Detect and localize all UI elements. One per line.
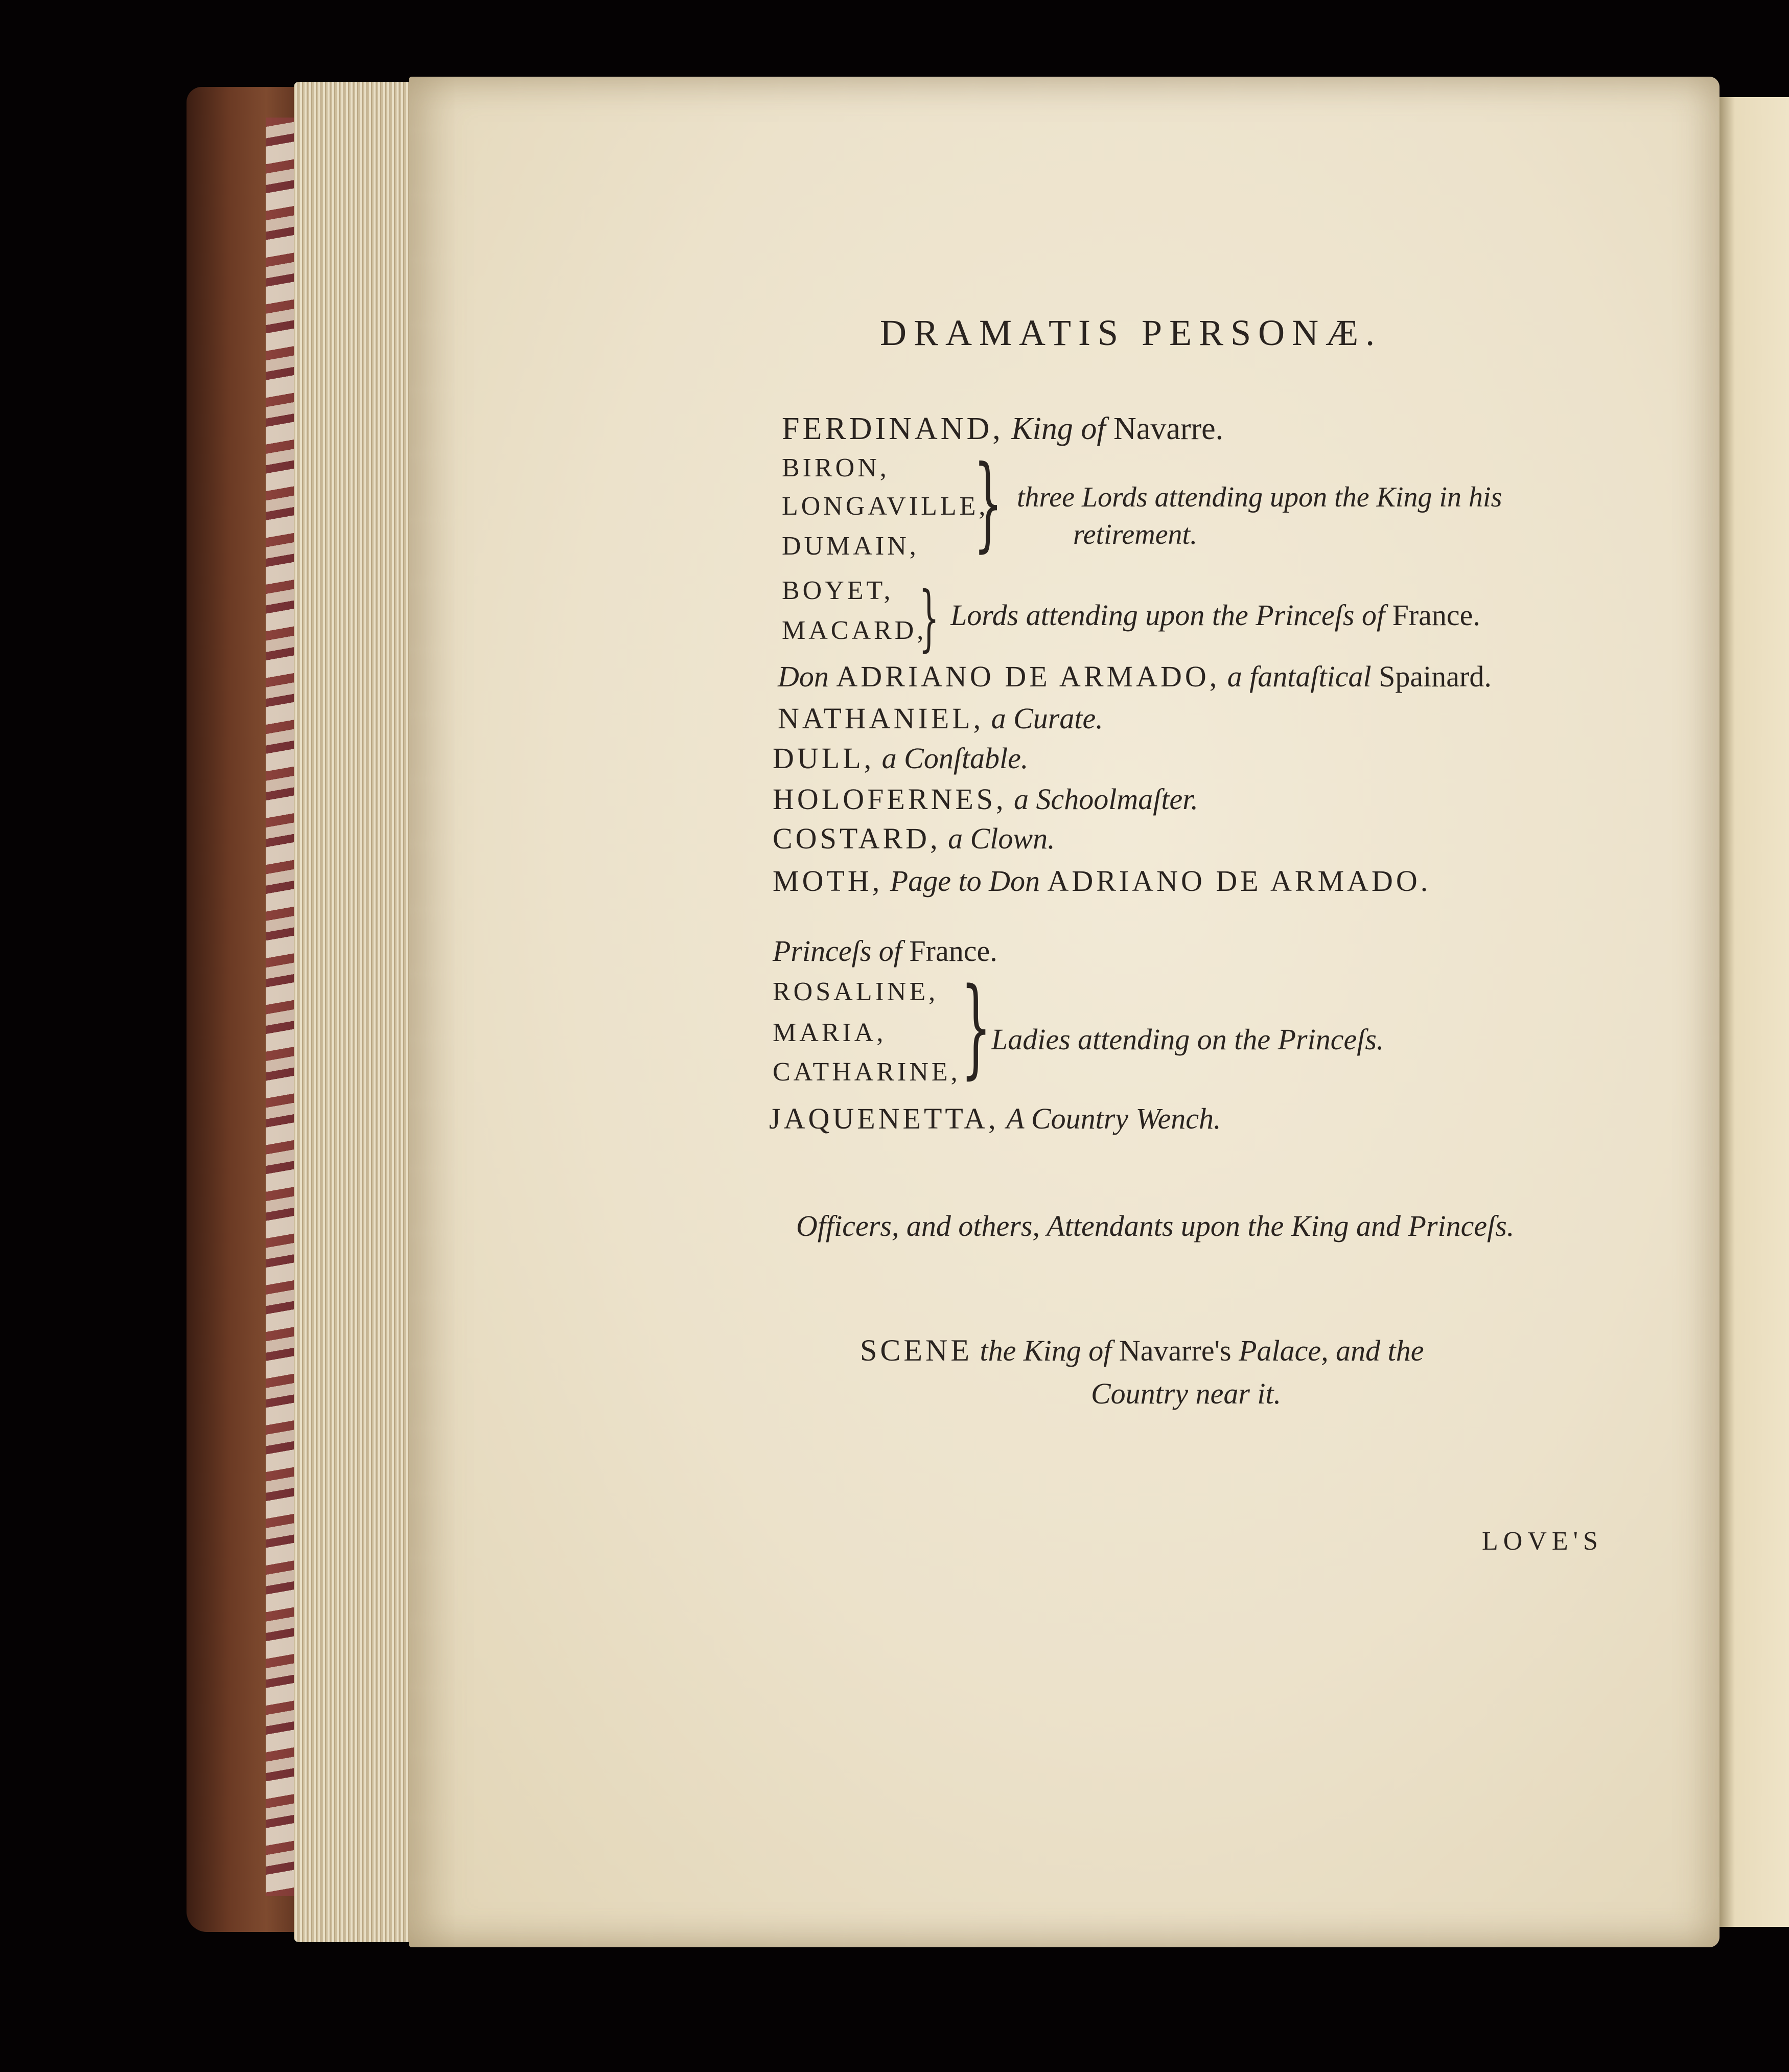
character-name: FERDINAND,	[782, 411, 1004, 446]
character-moth	[773, 866, 1431, 896]
character-name: ADRIANO DE ARMADO,	[836, 660, 1220, 693]
marbled-endpaper	[266, 118, 296, 1896]
brace-ladies: }	[961, 964, 992, 1090]
character-role: a Clown.	[948, 822, 1055, 855]
scene-text: the King of	[980, 1334, 1112, 1367]
character-role: Princeſs of	[773, 934, 902, 968]
character-dumain: DUMAIN,	[782, 532, 919, 561]
attendants-line: Officers, and others, Attendants upon the King and Princeſs.	[796, 1209, 1515, 1242]
character-name: JAQUENETTA,	[769, 1102, 999, 1135]
character-role-plain: France.	[909, 934, 997, 968]
brace-lords-princess: }	[919, 577, 940, 660]
character-longaville: LONGAVILLE,	[782, 492, 989, 521]
character-role-plain: Navarre.	[1113, 411, 1224, 446]
brace-lords-king: }	[973, 444, 1003, 563]
character-name: MOTH,	[773, 864, 883, 897]
character-role-plain: Spainard.	[1379, 660, 1492, 693]
character-role: a fantaſtical	[1227, 660, 1372, 693]
ladies-note: Ladies attending on the Princeſs.	[991, 1023, 1384, 1056]
page	[409, 77, 1720, 1947]
character-role: a Curate.	[991, 702, 1103, 735]
character-name: DULL,	[773, 742, 875, 775]
lords-king-note-line2: retirement.	[1073, 519, 1198, 550]
character-holofernes	[773, 782, 1198, 816]
character-role: a Schoolmaſter.	[1014, 782, 1198, 816]
lords-king-note-line1: three Lords attending upon the King in his	[1017, 481, 1502, 513]
character-macard: MACARD,	[782, 616, 927, 645]
character-role: King of	[1011, 411, 1106, 446]
character-biron: BIRON,	[782, 453, 890, 482]
scene-line-1	[860, 1335, 1424, 1366]
character-name: HOLOFERNES,	[773, 782, 1007, 816]
page-edges	[294, 82, 414, 1942]
character-ferdinand	[782, 413, 1223, 445]
character-costard	[773, 824, 1055, 854]
character-dull	[773, 744, 1028, 773]
scene-text-end: Palace, and the	[1239, 1334, 1424, 1367]
scene-text-plain: Navarre's	[1119, 1334, 1232, 1367]
character-name: NATHANIEL,	[778, 702, 984, 735]
character-rosaline: ROSALINE,	[773, 977, 939, 1006]
scene-line-2: Country near it.	[1091, 1377, 1282, 1410]
lords-princess-note	[950, 598, 1480, 632]
character-nathaniel	[778, 704, 1103, 733]
character-maria: MARIA,	[773, 1018, 887, 1047]
scene-label: SCENE	[860, 1333, 973, 1367]
character-armado	[778, 662, 1492, 692]
character-role: a Conſtable.	[881, 742, 1029, 775]
lords-princess-text: Lords attending upon the Princeſs of	[950, 598, 1385, 632]
character-role: A Country Wench.	[1006, 1102, 1221, 1135]
page-title: DRAMATIS PERSONÆ.	[880, 312, 1382, 353]
character-catharine: CATHARINE,	[773, 1057, 961, 1087]
lords-princess-text-plain: France.	[1392, 598, 1480, 632]
catchword: LOVE'S	[1482, 1527, 1603, 1556]
character-jaquenetta	[769, 1104, 1221, 1134]
character-boyet: BOYET,	[782, 576, 894, 605]
character-name: COSTARD,	[773, 822, 941, 855]
character-princess	[773, 936, 997, 966]
facing-page-edge	[1717, 97, 1789, 1927]
character-name-prefix: Don	[778, 660, 829, 693]
character-role-plain: ADRIANO DE ARMADO.	[1047, 864, 1431, 897]
character-role: Page to Don	[890, 864, 1040, 897]
